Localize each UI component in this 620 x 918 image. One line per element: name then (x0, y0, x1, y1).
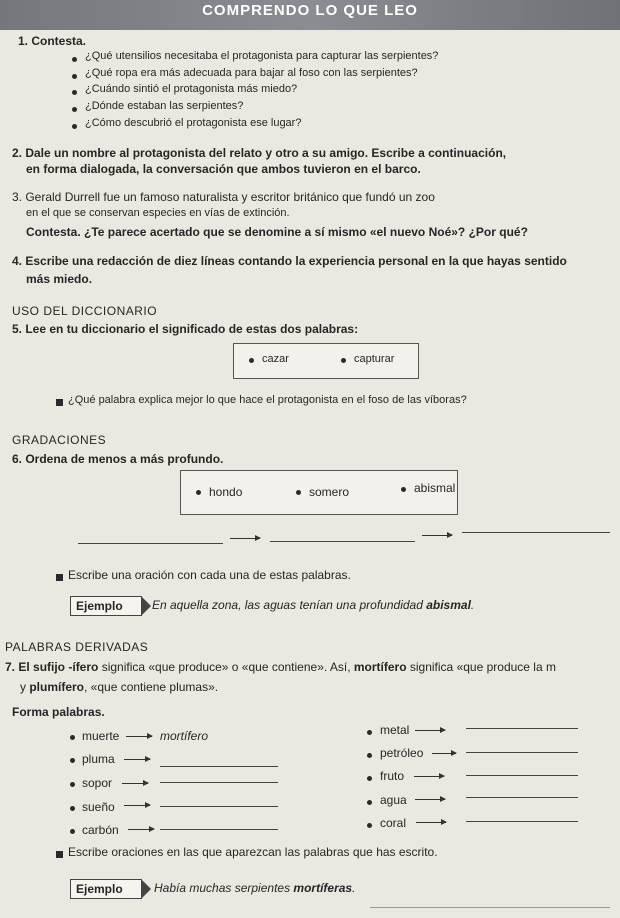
q1-bullet-5: ¿Cómo descubrió el protagonista ese lugar? (85, 117, 302, 129)
q7-line-2 (20, 680, 218, 694)
q1-bullet-3: ¿Cuándo sintió el protagonista más miedo? (85, 83, 298, 95)
left-word-1: muerte (82, 729, 120, 743)
q3-line-1: 3. Gerald Durrell fue un famoso naturalista y escritor británico que fundó un zoo (12, 190, 435, 204)
word-cazar: cazar (262, 353, 289, 365)
answer-line[interactable] (466, 821, 578, 822)
deriv-example-pre: Había muchas serpientes (154, 881, 294, 895)
bullet-icon (296, 490, 301, 495)
deriv-heading: PALABRAS DERIVADAS (5, 640, 149, 654)
word-hondo: hondo (209, 485, 243, 499)
arrow-icon (432, 753, 456, 754)
bullet-icon (72, 90, 77, 95)
uso-heading: USO DEL DICCIONARIO (12, 304, 158, 318)
bullet-icon (367, 753, 372, 758)
page-title: COMPRENDO LO QUE LEO (202, 2, 418, 19)
q1-bullet-1: ¿Qué utensilios necesitaba el protagonista para capturar las serpientes? (85, 50, 439, 62)
q4-line-1: 4. Escribe una redacción de diez líneas contando la experiencia personal en la que hayas sentido (12, 254, 567, 268)
q4-line-2: más miedo. (26, 272, 93, 286)
answer-line[interactable] (160, 806, 278, 807)
example-tag (70, 879, 142, 899)
arrow-icon (415, 799, 445, 800)
bullet-icon (70, 782, 75, 787)
arrow-icon (415, 730, 445, 731)
arrow-icon (230, 538, 260, 539)
answer-line[interactable] (270, 541, 415, 542)
example-label: Ejemplo (76, 599, 123, 613)
arrow-icon (414, 776, 444, 777)
left-answer-1: mortífero (160, 729, 209, 743)
arrow-icon (124, 759, 150, 760)
left-word-3: sopor (82, 776, 113, 790)
answer-line[interactable] (466, 728, 578, 729)
bullet-icon (70, 829, 75, 834)
grad-example-pre: En aquella zona, las aguas tenían una profundidad (152, 598, 427, 612)
q6-text: 6. Ordena de menos a más profundo. (12, 452, 224, 466)
q3-line-2: en el que se conservan especies en vías de extinción. (26, 207, 290, 219)
deriv-instruction: Escribe oraciones en las que aparezcan las palabras que has escrito. (68, 845, 438, 859)
arrow-icon (416, 822, 446, 823)
left-word-4: sueño (82, 800, 115, 814)
right-word-2: petróleo (380, 746, 424, 760)
example-tag (70, 596, 142, 616)
deriv-example-bold: mortíferas (293, 881, 353, 895)
answer-line[interactable] (466, 775, 578, 776)
word-abismal: abismal (414, 481, 456, 495)
q7-e: significa «que produce la m (406, 660, 556, 674)
word-somero: somero (309, 485, 350, 499)
bullet-icon (249, 358, 254, 363)
square-bullet-icon (56, 574, 63, 581)
q1-title: 1. Contesta. (18, 34, 87, 48)
q1-bullet-4: ¿Dónde estaban las serpientes? (85, 100, 244, 112)
answer-line[interactable] (160, 782, 278, 783)
q7-h: , «que contiene plumas». (84, 680, 219, 694)
bullet-icon (72, 57, 77, 62)
bullet-icon (367, 776, 372, 781)
bullet-icon (70, 735, 75, 740)
grad-example-bold: abismal (426, 598, 471, 612)
answer-line[interactable] (78, 543, 223, 544)
left-word-2: pluma (82, 752, 115, 766)
bullet-icon (341, 358, 346, 363)
deriv-example-post: . (352, 881, 356, 895)
bullet-icon (367, 730, 372, 735)
bullet-icon (70, 806, 75, 811)
left-word-5: carbón (82, 823, 119, 837)
bottom-rule (370, 907, 610, 908)
arrow-icon (126, 736, 152, 737)
arrow-icon (122, 783, 148, 784)
bullet-icon (401, 487, 406, 492)
q7-a: 7. El sufijo (5, 660, 69, 674)
grad-heading: GRADACIONES (12, 433, 107, 447)
bullet-icon (72, 107, 77, 112)
answer-line[interactable] (466, 752, 578, 753)
q1-bullet-2: ¿Qué ropa era más adecuada para bajar al foso con las serpientes? (85, 67, 418, 79)
example-label: Ejemplo (76, 882, 123, 896)
bullet-icon (72, 74, 77, 79)
word-capturar: capturar (354, 353, 395, 365)
bullet-icon (196, 490, 201, 495)
answer-line[interactable] (466, 797, 578, 798)
square-bullet-icon (56, 851, 63, 858)
deriv-example-sentence (154, 881, 355, 895)
forma-palabras: Forma palabras. (12, 705, 105, 719)
q7-d: mortífero (353, 660, 407, 674)
square-bullet-icon (56, 399, 63, 406)
answer-line[interactable] (160, 766, 278, 767)
bullet-icon (367, 823, 372, 828)
q2-line-1: 2. Dale un nombre al protagonista del relato y otro a su amigo. Escribe a continuación, (12, 146, 507, 160)
q7-line-1 (5, 660, 556, 674)
bullet-icon (367, 800, 372, 805)
arrow-icon (422, 535, 452, 536)
right-word-5: coral (380, 816, 407, 830)
right-word-4: agua (380, 793, 407, 807)
q3-line-3: Contesta. ¿Te parece acertado que se denomine a sí mismo «el nuevo Noé»? ¿Por qué? (26, 225, 528, 239)
q5-question: ¿Qué palabra explica mejor lo que hace el protagonista en el foso de las víboras? (68, 394, 467, 406)
arrow-icon (124, 805, 150, 806)
bullet-icon (72, 124, 77, 129)
q5-text: 5. Lee en tu diccionario el significado de estas dos palabras: (12, 322, 359, 336)
grad-example-sentence (152, 598, 474, 612)
bullet-icon (70, 758, 75, 763)
right-word-3: fruto (380, 769, 405, 783)
right-word-1: metal (380, 723, 410, 737)
grad-example-post: . (470, 598, 475, 612)
q2-line-2: en forma dialogada, la conversación que ambos tuvieron en el barco. (26, 162, 421, 176)
arrow-icon (128, 829, 154, 830)
q7-c: significa «que produce» o «que contiene». Así, (98, 660, 354, 674)
q7-b: -ífero (68, 660, 99, 674)
q7-g: plumífero (29, 680, 85, 694)
grad-instruction: Escribe una oración con cada una de estas palabras. (68, 568, 351, 582)
answer-line[interactable] (160, 829, 278, 830)
answer-line[interactable] (462, 532, 610, 533)
q7-f: y (20, 680, 30, 694)
